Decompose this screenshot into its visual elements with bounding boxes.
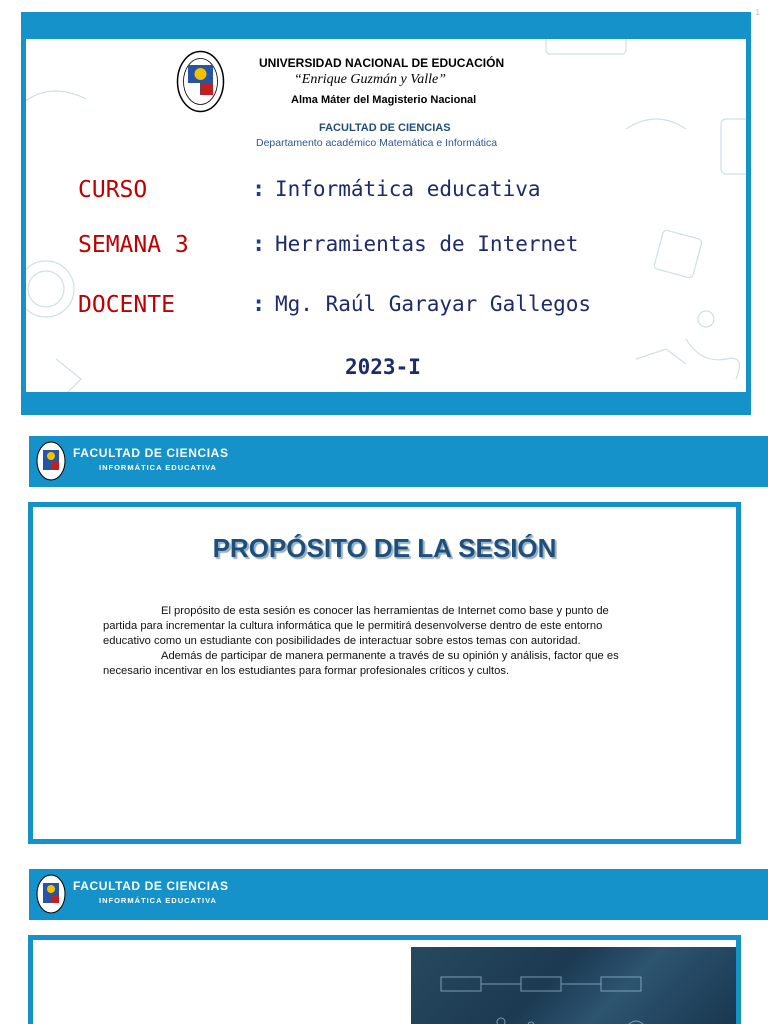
- network-icons-overlay: [411, 947, 736, 1024]
- title-slide-content: [26, 39, 746, 392]
- faculty-header-bar: [29, 869, 768, 920]
- alma-mater-line: Alma Máter del Magisterio Nacional: [291, 94, 477, 106]
- docente-value: Mg. Raúl Garayar Gallegos: [275, 292, 592, 316]
- header-title: FACULTAD DE CIENCIAS: [73, 879, 229, 893]
- curso-value: Informática educativa: [275, 177, 541, 201]
- semana-colon: :: [252, 232, 266, 257]
- header-title: FACULTAD DE CIENCIAS: [73, 446, 229, 460]
- curso-label: CURSO: [78, 177, 148, 203]
- faculty-header-bar: [29, 436, 768, 487]
- university-seal-small: [36, 874, 66, 914]
- purpose-body: [103, 604, 643, 679]
- internet-photo: [411, 947, 736, 1024]
- purpose-paragraph: El propósito de esta sesión es conocer las herramientas de Internet como base y punto de partida para incrementar la cultura informática que le permitirá desenvolverse dentro de este entorno educativo como un estudiante con posibilidades de interactuar sobre estos temas con autoridad.: [103, 605, 609, 647]
- header-subtitle: INFORMÁTICA EDUCATIVA: [99, 463, 217, 472]
- university-motto: “Enrique Guzmán y Valle”: [294, 72, 447, 87]
- semana-label: SEMANA 3: [78, 232, 189, 258]
- semana-value: Herramientas de Internet: [275, 232, 579, 256]
- university-seal: [176, 50, 225, 113]
- faculty-name: FACULTAD DE CIENCIAS: [319, 122, 451, 134]
- docente-label: DOCENTE: [78, 292, 175, 318]
- third-slide: [28, 935, 741, 1024]
- header-subtitle: INFORMÁTICA EDUCATIVA: [99, 896, 217, 905]
- background-doodles: [26, 39, 746, 392]
- page-number: 1: [755, 8, 760, 17]
- purpose-paragraph: Además de participar de manera permanente a través de su opinión y análisis, factor que es necesario incentivar en los estudiantes para formar profesionales críticos y cultos.: [103, 650, 619, 677]
- department-name: Departamento académico Matemática e Informática: [256, 137, 498, 149]
- university-name: UNIVERSIDAD NACIONAL DE EDUCACIÓN: [259, 56, 505, 70]
- docente-colon: :: [252, 292, 266, 317]
- purpose-slide: [28, 502, 741, 844]
- academic-year: 2023-I: [345, 355, 421, 379]
- university-seal-small: [36, 441, 66, 481]
- title-slide: [21, 12, 751, 415]
- curso-colon: :: [252, 177, 266, 202]
- purpose-title: PROPÓSITO DE LA SESIÓN: [212, 533, 557, 563]
